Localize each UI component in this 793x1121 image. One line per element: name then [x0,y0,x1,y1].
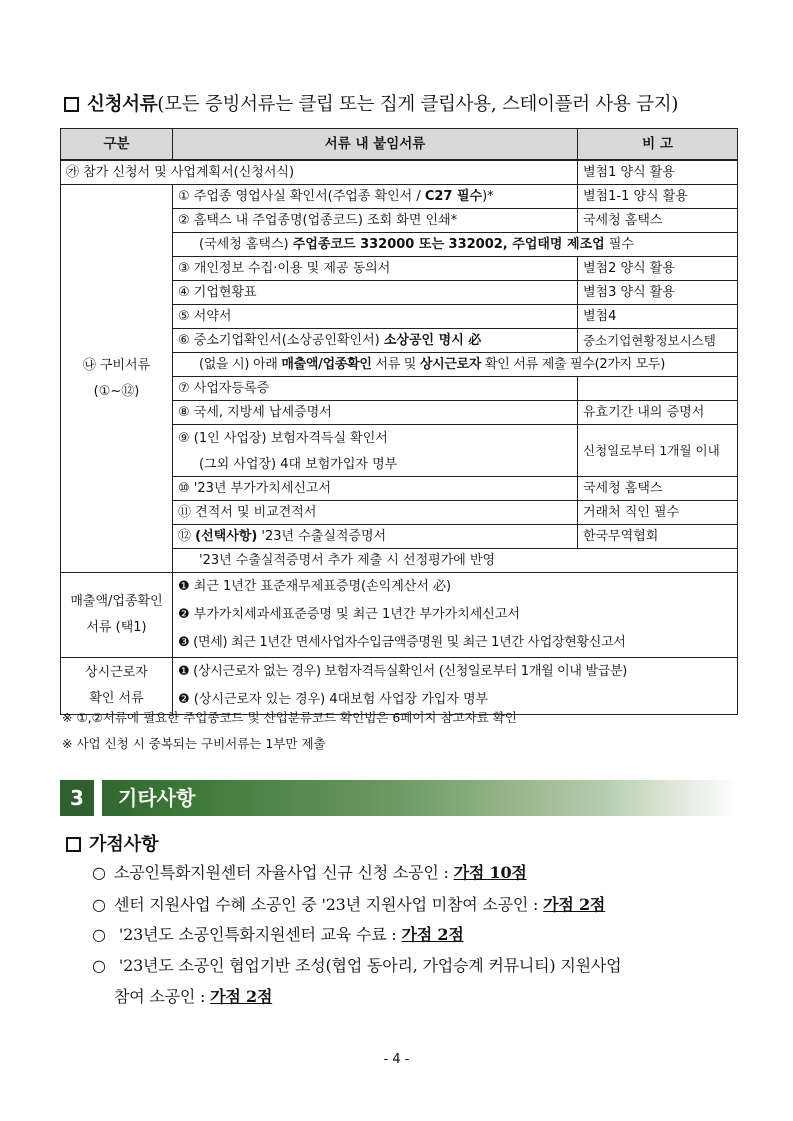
doc-item-12-post: '23년 수출실적증명서 [257,528,387,544]
checkbox-square-icon [64,97,79,112]
doc-item-2-sub-bold: 주업종코드 332000 또는 332002, 주업태명 제조업 [292,236,605,252]
section-title-bold: 신청서류 [87,94,158,115]
doc-item-8: ⑧ 국세, 지방세 납세증명서 [173,401,578,425]
bonus-item-4 [92,953,621,976]
doc-item-9-note: 신청일로부터 1개월 이내 [578,425,738,477]
bonus-item-1-points: 가점 10점 [453,863,527,882]
sales-doc-item-1: ❶ 최근 1년간 표준재무제표증명(손익계산서 必) [173,573,738,602]
section-banner-title: 기타사항 [118,786,196,810]
bonus-item-3-points: 가점 2점 [401,925,464,944]
doc-item-5: ⑤ 서약서 [173,305,578,329]
documents-table [60,128,738,715]
doc-item-6 [173,329,578,353]
doc-item-1-text: ① 주업종 영업사실 확인서(주업종 확인서 / [178,188,425,204]
group-label-line2: (①~⑫) [93,383,140,399]
doc-item-6-text: ⑥ 중소기업확인서(소상공인확인서) [178,332,384,348]
doc-item-6-sub-mid: 서류 및 [371,356,420,372]
bonus-item-4-points: 가점 2점 [210,987,273,1006]
group-required-docs-label [61,185,173,573]
doc-item-6-sub-post: 확인 서류 제출 필수(2가지 모두) [481,356,665,372]
bullet-circle-icon: ○ [92,863,106,882]
doc-item-7-note [578,377,738,401]
sales-label-line1: 매출액/업종확인 [70,594,163,609]
doc-item-5-note: 별첨4 [578,305,738,329]
header-remarks: 비 고 [578,129,738,161]
checkbox-square-icon [66,837,81,852]
note-2: ※ 사업 신청 시 중복되는 구비서류는 1부만 제출 [62,736,326,751]
table-row [61,160,738,185]
table-row [61,573,738,602]
bullet-circle-icon: ○ [92,956,106,975]
table-row [61,185,738,209]
doc-item-8-note: 유효기간 내의 증명서 [578,401,738,425]
doc-item-2-sub-post: 필수 [604,236,634,252]
table-row [61,658,738,687]
doc-item-4-note: 별첨3 양식 활용 [578,281,738,305]
row-application-note: 별첨1 양식 활용 [578,160,738,185]
doc-item-12-pre: ⑫ [178,528,196,544]
doc-item-12-sub: '23년 수출실적증명서 추가 제출 시 선정평가에 반영 [173,549,738,573]
doc-item-12-note: 한국무역협회 [578,525,738,549]
doc-item-2-note: 국세청 홈택스 [578,209,738,233]
section-title [64,90,678,116]
doc-item-2-sub [173,233,738,257]
bonus-item-4-cont [114,984,272,1007]
header-category: 구분 [61,129,173,161]
bonus-item-3-text: '23년도 소공인특화지원센터 교육 수료 : [114,925,402,944]
group-label-line1: ㉯ 구비서류 [82,357,151,373]
section-number: 3 [60,780,94,816]
doc-item-7: ⑦ 사업자등록증 [173,377,578,401]
doc-item-4: ④ 기업현황표 [173,281,578,305]
doc-item-12 [173,525,578,549]
doc-item-10-note: 국세청 홈택스 [578,477,738,501]
sales-doc-item-3: ❸ (면세) 최근 1년간 면세사업자수입금액증명원 및 최근 1년간 사업장현황신고서 [173,629,738,658]
doc-item-6-sub [173,353,738,377]
bonus-title-text: 가점사항 [89,834,159,855]
doc-item-9-line2: (그외 사업장) 4대 보험가입자 명부 [173,453,578,477]
header-documents: 서류 내 붙임서류 [173,129,578,161]
doc-item-2: ② 홈택스 내 주업종명(업종코드) 조회 화면 인쇄* [173,209,578,233]
sales-label-line2: 서류 (택1) [86,620,147,635]
bonus-item-1 [92,860,527,883]
doc-item-1-post: )* [482,188,494,204]
doc-item-6-note: 중소기업현황정보시스템 [578,329,738,353]
table-header-row [61,129,738,161]
bonus-item-1-text: 소공인특화지원센터 자율사업 신규 신청 소공인 : [114,863,454,882]
banner-gap [94,780,102,816]
sales-docs-label [61,573,173,658]
row-application-label: ㉮ 참가 신청서 및 사업계획서(신청서식) [61,160,578,185]
doc-item-1 [173,185,578,209]
doc-item-11: ⑪ 견적서 및 비교견적서 [173,501,578,525]
doc-item-3-note: 별첨2 양식 활용 [578,257,738,281]
bonus-title [66,830,159,856]
doc-item-3: ③ 개인정보 수집·이용 및 제공 동의서 [173,257,578,281]
doc-item-12-bold: (선택사항) [195,528,258,544]
doc-item-9-line1: ⑨ (1인 사업장) 보험자격득실 확인서 [173,425,578,454]
doc-item-6-sub-pre: (없을 시) 아래 [199,356,282,372]
sales-doc-item-2: ❷ 부가가치세과세표준증명 및 최근 1년간 부가가치세신고서 [173,601,738,629]
bonus-item-4-line1: '23년도 소공인 협업기반 조성(협업 동아리, 가업승계 커뮤니티) 지원사업 [114,956,622,975]
doc-item-2-sub-pre: (국세청 홈택스) [199,236,293,252]
bullet-circle-icon: ○ [92,925,106,944]
doc-item-6-bold: 소상공인 명시 必 [383,332,482,348]
workers-docs-label [61,658,173,715]
doc-item-6-sub-bold2: 상시근로자 [419,356,482,372]
workers-doc-item-1: ❶ (상시근로자 없는 경우) 보험자격득실확인서 (신청일로부터 1개월 이내 발급분) [173,658,738,687]
bonus-item-4-line2: 참여 소공인 : [114,987,211,1006]
bonus-item-2-text: 센터 지원사업 수혜 소공인 중 '23년 지원사업 미참여 소공인 : [114,895,544,914]
page-number: - 4 - [383,1052,410,1067]
bonus-item-2-points: 가점 2점 [543,895,606,914]
doc-item-1-bold: C27 필수 [424,188,483,204]
bonus-item-2 [92,892,605,915]
workers-doc-item-2: ❷ (상시근로자 있는 경우) 4대보험 사업장 가입자 명부 [173,686,738,715]
section-title-rest: (모든 증빙서류는 클립 또는 집게 클립사용, 스테이플러 사용 금지) [157,94,679,115]
bullet-circle-icon: ○ [92,895,106,914]
doc-item-10: ⑩ '23년 부가가치세신고서 [173,477,578,501]
section-banner [60,780,737,816]
doc-item-11-note: 거래처 직인 필수 [578,501,738,525]
bonus-item-3 [92,922,464,945]
doc-item-6-sub-bold1: 매출액/업종확인 [281,356,372,372]
workers-label-line1: 상시근로자 [85,665,148,680]
workers-label-line2: 확인 서류 [89,691,144,706]
note-1: ※ ①,②서류에 필요한 주업종코드 및 산업분류코드 확인법은 6페이지 참고자료 확인 [62,710,517,725]
doc-item-1-note: 별첨1-1 양식 활용 [578,185,738,209]
